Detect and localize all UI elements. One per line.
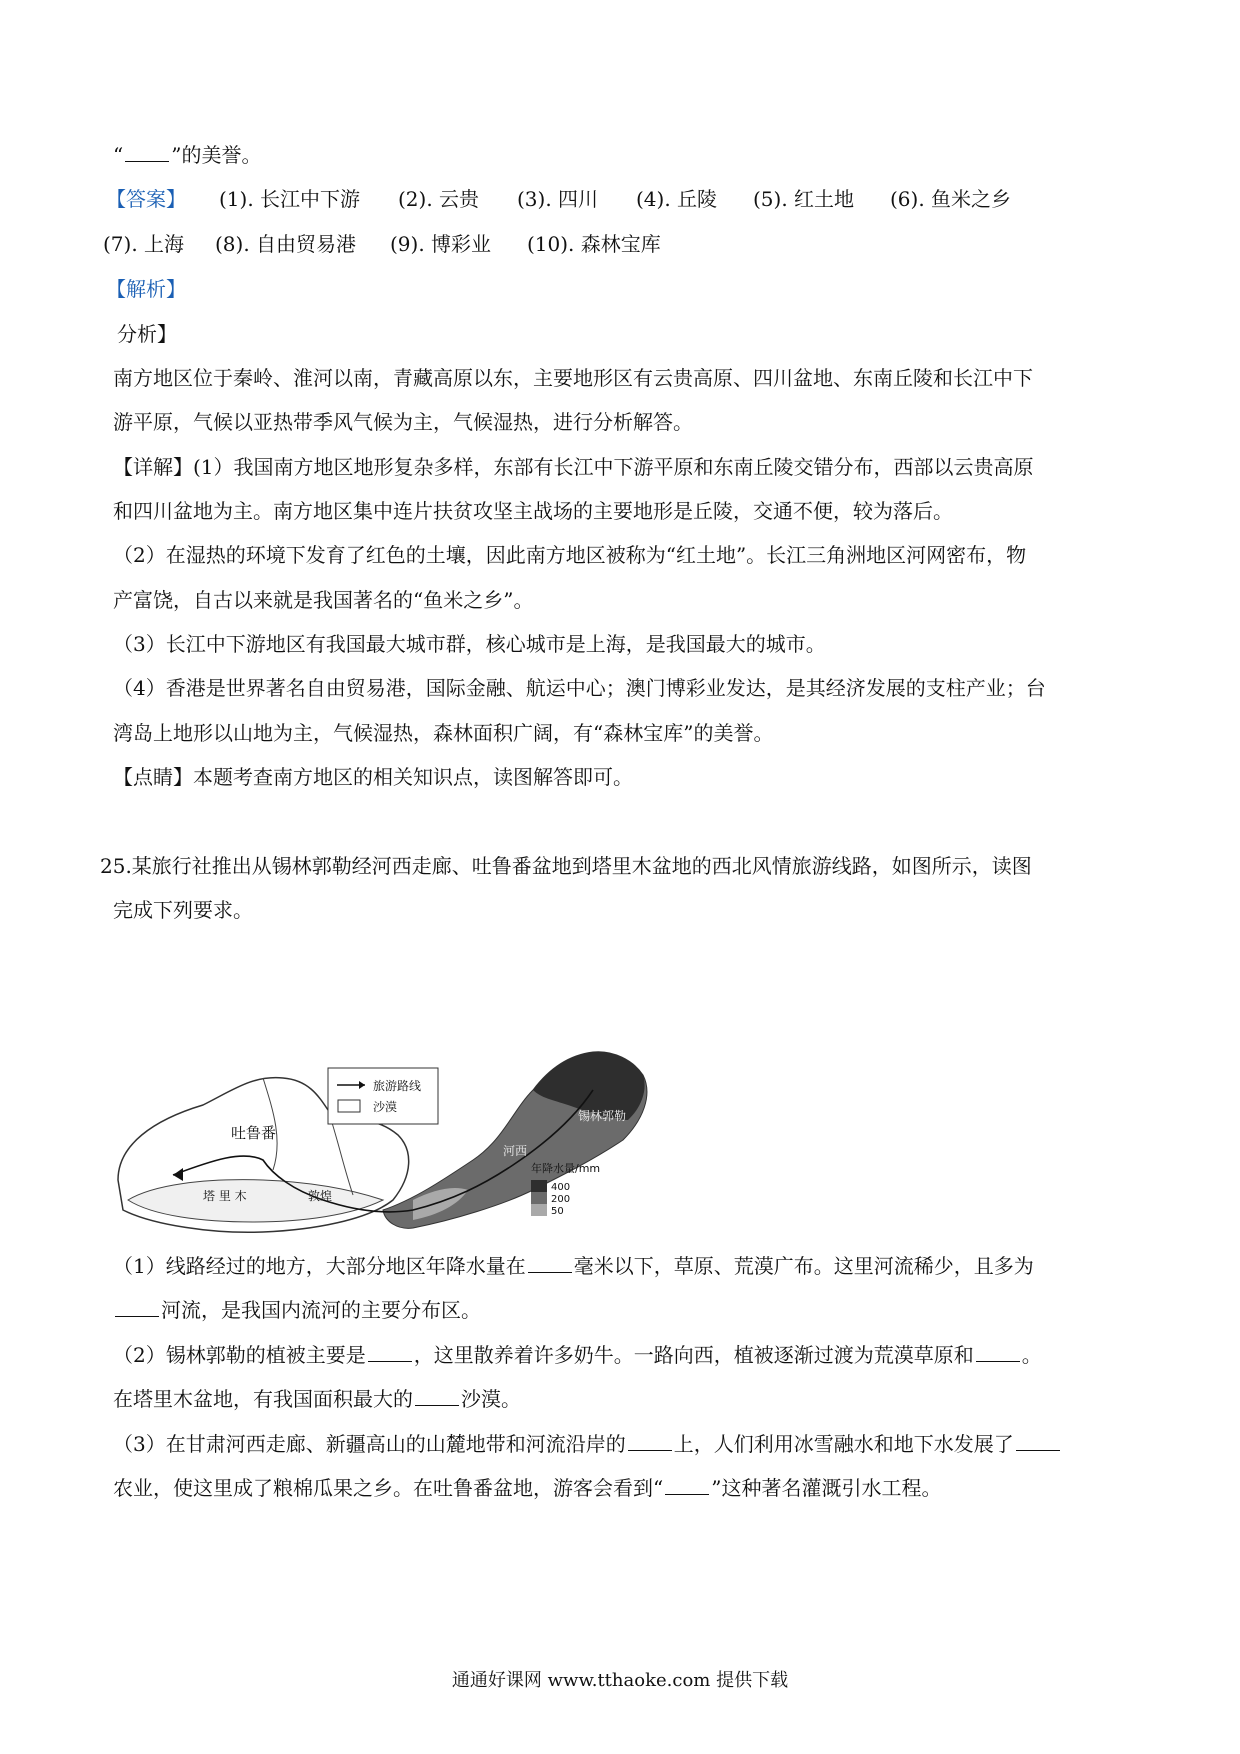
map-label-turpan: 吐鲁番	[231, 1124, 277, 1142]
detail-text: 产富饶，自古以来就是我国著名的“鱼米之乡”。	[113, 588, 534, 612]
subquestion-3-cont: 农业，使这里成了粮棉瓜果之乡。在吐鲁番盆地，游客会看到“ ”这种著名灌溉引水工程。	[113, 1476, 942, 1500]
subquestion-2-cont: 在塔里木盆地，有我国面积最大的 沙漠。	[113, 1387, 521, 1411]
detail-text: 湾岛上地形以山地为主，气候湿热，森林面积广阔，有“森林宝库”的美誉。	[113, 721, 774, 745]
answer-item: (8). 自由贸易港	[215, 232, 357, 256]
analysis-text: 游平原，气候以亚热带季风气候为主，气候湿热，进行分析解答。	[113, 410, 693, 434]
precip-value: 400	[551, 1182, 571, 1193]
answer-item: (1). 长江中下游	[219, 187, 361, 211]
analysis-text: 南方地区位于秦岭、淮河以南，青藏高原以东，主要地形区有云贵高原、四川盆地、东南丘陵和长江中下	[113, 366, 1033, 390]
answer-label: 【答案】	[106, 187, 186, 211]
answer-blank	[628, 1430, 672, 1451]
answer-item: (9). 博彩业	[390, 232, 492, 256]
precip-value: 200	[551, 1194, 571, 1205]
precip-value: 50	[551, 1206, 564, 1217]
desert-area	[128, 1180, 383, 1222]
answer-item: (7). 上海	[103, 232, 185, 256]
precip-legend-title: 年降水量/mm	[531, 1162, 601, 1175]
question-stem: 25.某旅行社推出从锡林郭勒经河西走廊、吐鲁番盆地到塔里木盆地的西北风情旅游线路，如图所示，读图	[100, 854, 1032, 878]
continuation-text: ”的美誉。	[171, 143, 262, 167]
subquestion-2: （2）锡林郭勒的植被主要是 ，这里散养着许多奶牛。一路向西，植被逐渐过渡为荒漠草原和 。	[113, 1343, 1042, 1367]
answer-blank	[115, 1296, 159, 1317]
legend-box	[328, 1068, 438, 1124]
subquestion-1-cont: 河流，是我国内流河的主要分布区。	[113, 1295, 1130, 1325]
comment-text: 【点睛】本题考查南方地区的相关知识点，读图解答即可。	[113, 765, 633, 789]
answer-item: (3). 四川	[517, 187, 599, 211]
northwest-route-map	[113, 1050, 673, 1240]
detail-text: （2）在湿热的环境下发育了红色的土壤，因此南方地区被称为“红土地”。长江三角洲地区河网密布，物	[113, 543, 1027, 567]
subquestion-1: （1）线路经过的地方，大部分地区年降水量在 毫米以下，草原、荒漠广布。这里河流稀少，且多为	[113, 1254, 1034, 1278]
precip-swatch-mid	[531, 1192, 547, 1204]
answer-blank	[976, 1341, 1020, 1362]
analysis-label: 【解析】	[106, 277, 186, 301]
legend-route-label: 旅游路线	[373, 1079, 422, 1093]
detail-text: （3）长江中下游地区有我国最大城市群，核心城市是上海，是我国最大的城市。	[113, 632, 826, 656]
legend-desert-label: 沙漠	[373, 1100, 398, 1114]
map-label-dunhuang: 敦煌	[308, 1189, 333, 1203]
map-label-tarim: 塔 里 木	[203, 1189, 247, 1203]
map-label-hexi: 河西	[503, 1144, 528, 1158]
map-label-xilin: 锡林郭勒	[578, 1109, 627, 1123]
answer-item: (10). 森林宝库	[527, 232, 661, 256]
answer-blank	[125, 141, 169, 162]
legend-desert-swatch	[338, 1100, 360, 1112]
page-footer: 通通好课网 www.tthaoke.com 提供下载	[451, 1670, 789, 1691]
detail-text: （4）香港是世界著名自由贸易港，国际金融、航运中心；澳门博彩业发达，是其经济发展的支柱产业；台	[113, 676, 1046, 700]
open-quote: “	[113, 143, 124, 167]
subquestion-3: （3）在甘肃河西走廊、新疆高山的山麓地带和河流沿岸的 上，人们利用冰雪融水和地下水发展了	[113, 1429, 1130, 1459]
answer-blank	[1016, 1430, 1060, 1451]
answer-blank	[415, 1385, 459, 1406]
detail-text: 和四川盆地为主。南方地区集中连片扶贫攻坚主战场的主要地形是丘陵，交通不便，较为落后。	[113, 499, 953, 523]
answer-item: (2). 云贵	[398, 187, 480, 211]
continuation-line	[113, 140, 1130, 170]
route-arrow-icon	[173, 1168, 183, 1181]
answer-blank	[665, 1474, 709, 1495]
analysis-subhead: 分析】	[117, 322, 177, 346]
precip-swatch-light	[531, 1204, 547, 1216]
precip-swatch-dark	[531, 1180, 547, 1192]
detail-text: 【详解】(1）我国南方地区地形复杂多样，东部有长江中下游平原和东南丘陵交错分布，西部以云贵高原	[113, 455, 1034, 479]
question-stem: 完成下列要求。	[113, 898, 253, 922]
answer-item: (4). 丘陵	[636, 187, 718, 211]
answer-blank	[528, 1252, 572, 1273]
answer-blank	[368, 1341, 412, 1362]
answer-item: (5). 红土地	[753, 187, 855, 211]
answer-item: (6). 鱼米之乡	[890, 187, 1012, 211]
